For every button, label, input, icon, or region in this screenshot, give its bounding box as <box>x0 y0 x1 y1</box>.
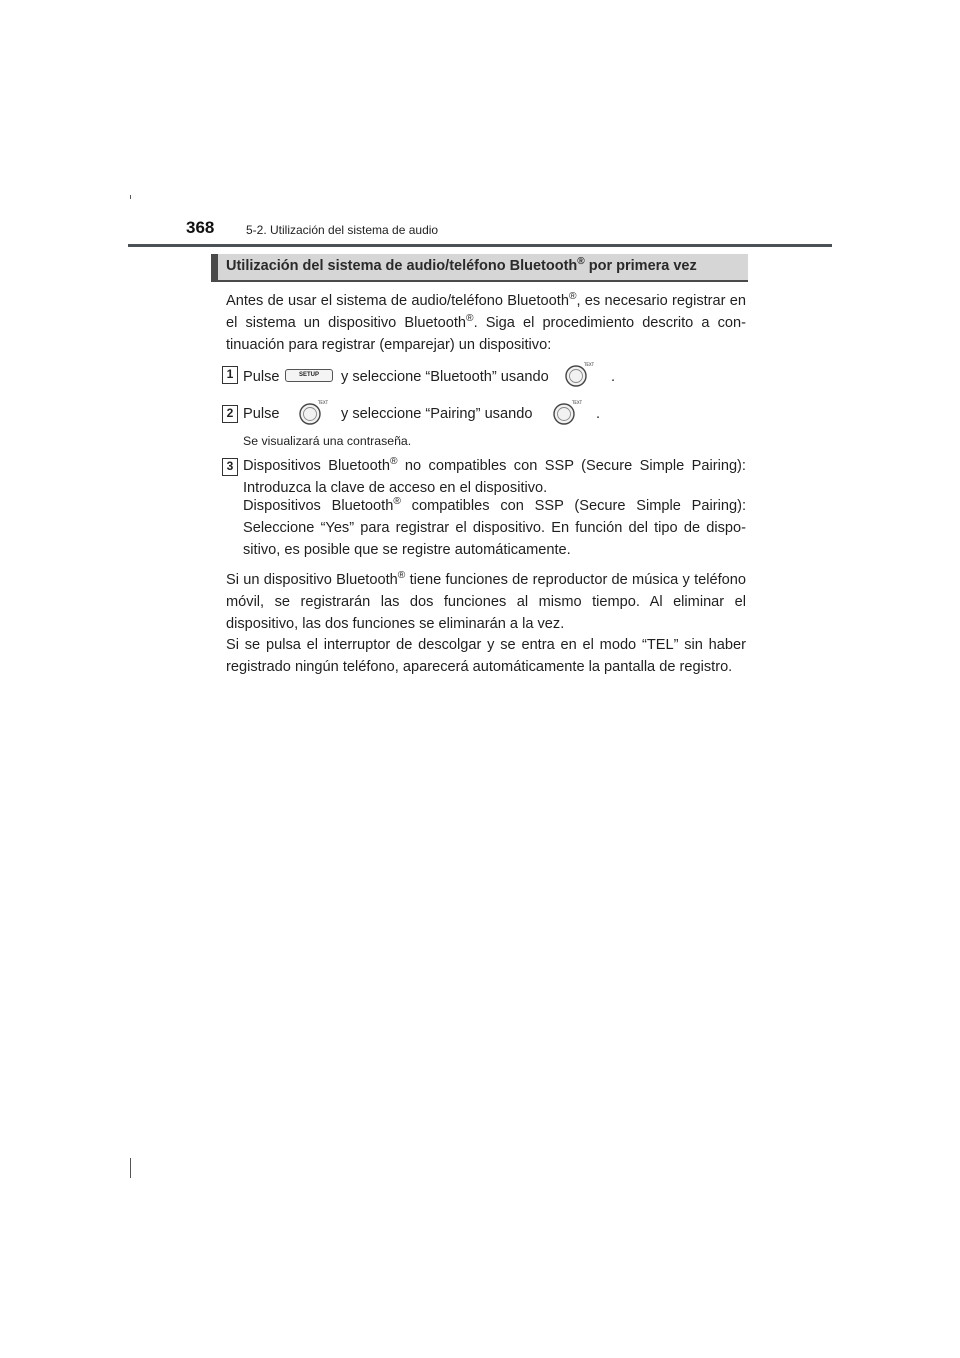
tune-knob-icon <box>562 360 594 388</box>
svg-text:TEXT: TEXT <box>571 400 582 405</box>
tune-knob-icon <box>550 398 582 426</box>
step-number-3: 3 <box>222 458 238 476</box>
step-2 <box>0 400 960 425</box>
step-2-end: . <box>596 406 601 422</box>
svg-text:TEXT: TEXT <box>583 362 594 367</box>
page-number: 368 <box>186 218 215 237</box>
heading-accent-bar <box>211 254 218 280</box>
svg-text:TEXT: TEXT <box>317 400 328 405</box>
step-1-pulse: Pulse <box>243 369 280 385</box>
tune-knob-icon <box>296 398 328 426</box>
step-1 <box>0 362 960 388</box>
heading-text: Utilización del sistema de audio/teléfono Bluetooth® por primera vez <box>226 256 697 274</box>
paragraph-bluetooth-functions: Si un dispositivo Bluetooth® tiene funciones de reproductor de música y teléfono móvil, se registrarán las dos funciones al mismo tiempo. Al eliminar el dispositivo, las dos funciones se eliminarán a la vez. <box>226 570 746 632</box>
step-3-text-b: Dispositivos Bluetooth® compatibles con SSP (Secure Simple Pairing): Seleccione “Yes” para registrar el dispositivo. En función del tipo de dispositivo, es posible que se registre automáticamente. <box>243 496 746 558</box>
step-3-text-a: Dispositivos Bluetooth® no compatibles con SSP (Secure Simple Pairing): Introduzca la clave de acceso en el dispositivo. <box>243 456 746 496</box>
step-2-pulse: Pulse <box>243 406 280 422</box>
margin-mark-bottom <box>130 1158 131 1178</box>
paragraph-tel-mode: Si se pulsa el interruptor de descolgar y se entra en el modo “TEL” sin haber registrado ningún teléfono, aparecerá automáticamente la pantalla de registro. <box>226 637 746 675</box>
section-title: 5-2. Utilización del sistema de audio <box>246 223 439 237</box>
note-text: Se visualizará una contraseña. <box>243 434 412 448</box>
step-1-text: y seleccione “Bluetooth” usando <box>341 369 549 385</box>
section-heading <box>211 254 748 282</box>
step-number-1: 1 <box>222 366 238 384</box>
step-1-end: . <box>611 369 616 385</box>
setup-button-icon: SETUP <box>285 369 333 382</box>
step-2-text: y seleccione “Pairing” usando <box>341 406 533 422</box>
header-rule <box>128 244 832 247</box>
margin-mark-top <box>130 195 131 199</box>
step-number-2: 2 <box>222 405 238 423</box>
intro-paragraph: Antes de usar el sistema de audio/teléfono Bluetooth®, es necesario registrar en el sistema un dispositivo Bluetooth®. Siga el procedimiento descrito a continuación para registrar (emparejar) un dispositivo: <box>226 291 746 353</box>
